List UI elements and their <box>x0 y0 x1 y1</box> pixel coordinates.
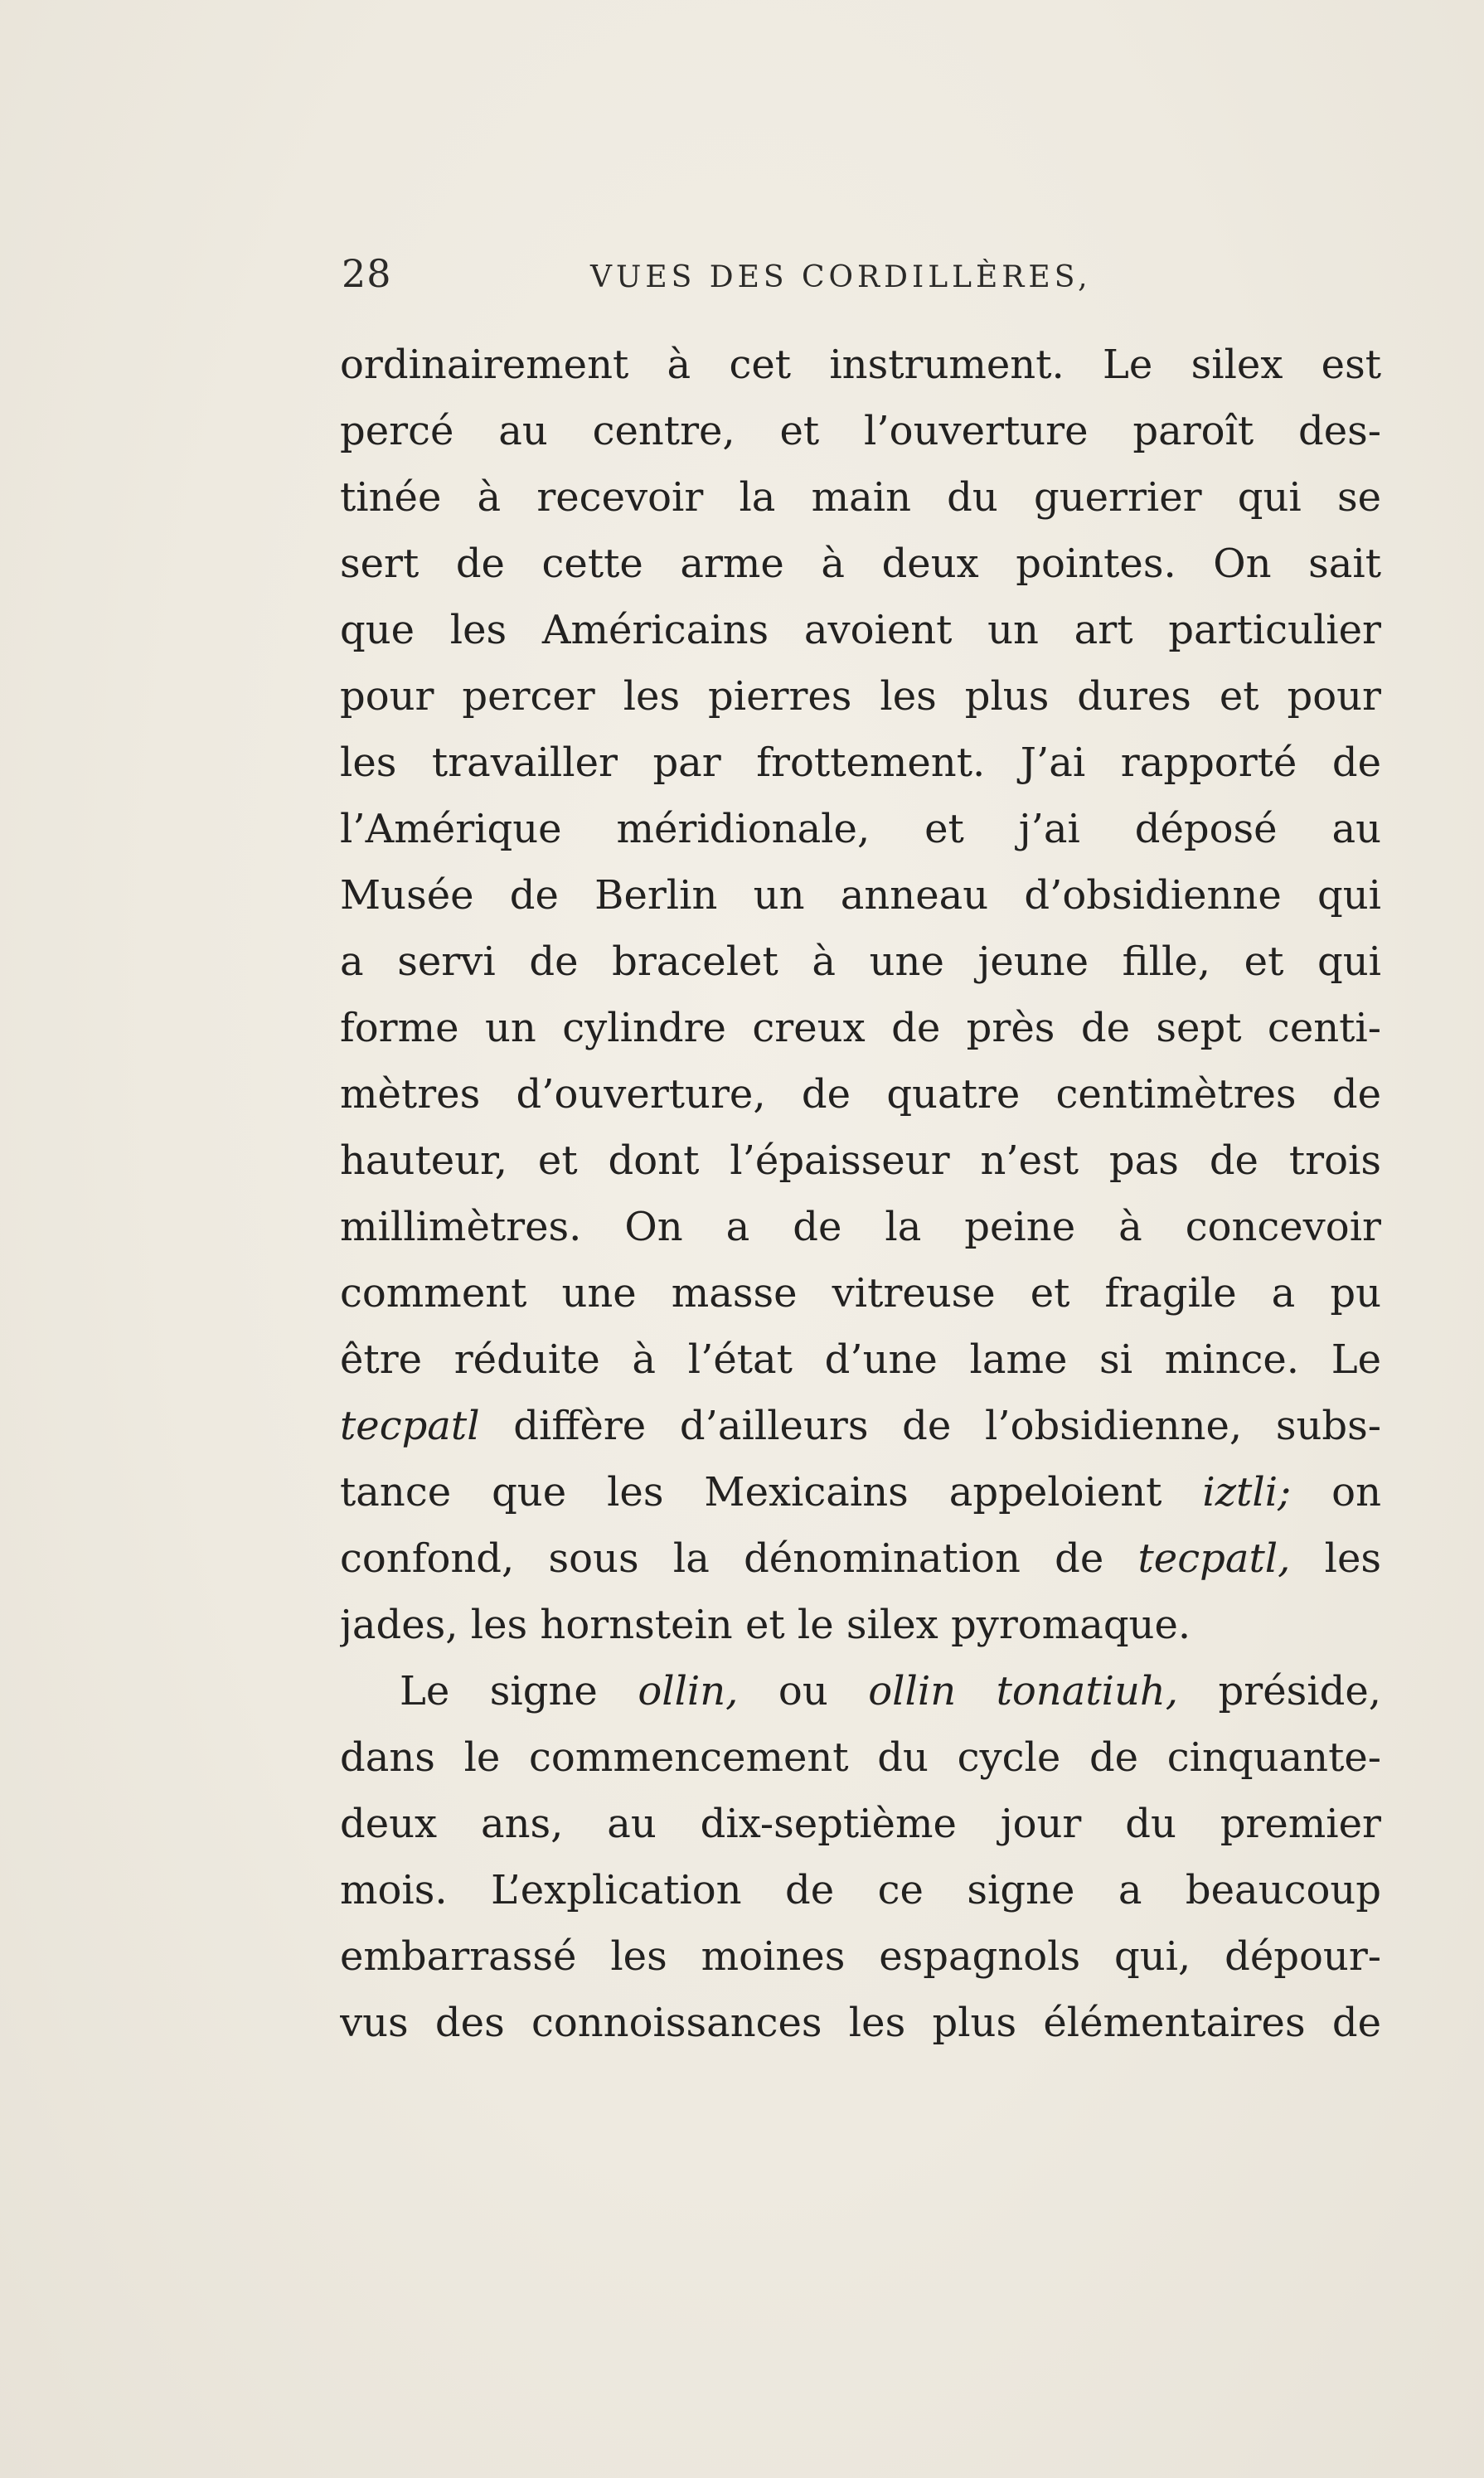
text-line: ordinairement à cet instrument. Le silex est <box>340 342 1381 388</box>
text-line: dans le commencement du cycle de cinquante- <box>340 1734 1381 1781</box>
italic-term: ollin, <box>638 1668 739 1714</box>
text-line: mètres d’ouverture, de quatre centimètres de <box>340 1071 1381 1118</box>
page-number: 28 <box>342 251 392 296</box>
italic-term: tecpatl <box>340 1403 480 1449</box>
text-line: Le signe ollin, ou ollin tonatiuh, préside, <box>400 1668 1381 1714</box>
text-line: percé au centre, et l’ouverture paroît des- <box>340 408 1381 454</box>
text-line: comment une masse vitreuse et fragile a pu <box>340 1270 1381 1317</box>
italic-term: ollin tonatiuh, <box>868 1668 1179 1714</box>
text-line: forme un cylindre creux de près de sept centi- <box>340 1005 1381 1051</box>
text-line: millimètres. On a de la peine à concevoir <box>340 1204 1381 1250</box>
text-line: Musée de Berlin un anneau d’obsidienne qui <box>340 872 1381 919</box>
text-line: vus des connoissances les plus élémentaires de <box>340 2000 1381 2046</box>
text-line: l’Amérique méridionale, et j’ai déposé au <box>340 806 1381 852</box>
text-line: pour percer les pierres les plus dures et pour <box>340 673 1381 720</box>
text-line: sert de cette arme à deux pointes. On sait <box>340 541 1381 587</box>
italic-term: iztli; <box>1202 1469 1292 1515</box>
text-line: hauteur, et dont l’épaisseur n’est pas de trois <box>340 1137 1381 1184</box>
text-line: tinée à recevoir la main du guerrier qui se <box>340 474 1381 521</box>
text-line: mois. L’explication de ce signe a beaucoup <box>340 1867 1381 1913</box>
text-line: les travailler par frottement. J’ai rapporté de <box>340 740 1381 786</box>
text-line: embarrassé les moines espagnols qui, dépour- <box>340 1933 1381 1980</box>
page-header <box>342 249 1154 298</box>
italic-term: tecpatl, <box>1137 1535 1291 1582</box>
text-line: deux ans, au dix-septième jour du premier <box>340 1801 1381 1847</box>
text-line: a servi de bracelet à une jeune fille, et qui <box>340 938 1381 985</box>
text-line: être réduite à l’état d’une lame si mince. Le <box>340 1336 1381 1383</box>
body-text <box>340 332 1381 2056</box>
text-line: tance que les Mexicains appeloient iztli; on <box>340 1469 1381 1515</box>
text-line: confond, sous la dénomination de tecpatl, les <box>340 1535 1381 1582</box>
text-line: jades, les hornstein et le silex pyromaque. <box>340 1602 1191 1648</box>
running-title: VUES DES CORDILLÈRES, <box>590 260 1092 294</box>
text-line: tecpatl diffère d’ailleurs de l’obsidienne, subs- <box>340 1403 1381 1449</box>
text-line: que les Américains avoient un art particulier <box>340 607 1381 653</box>
